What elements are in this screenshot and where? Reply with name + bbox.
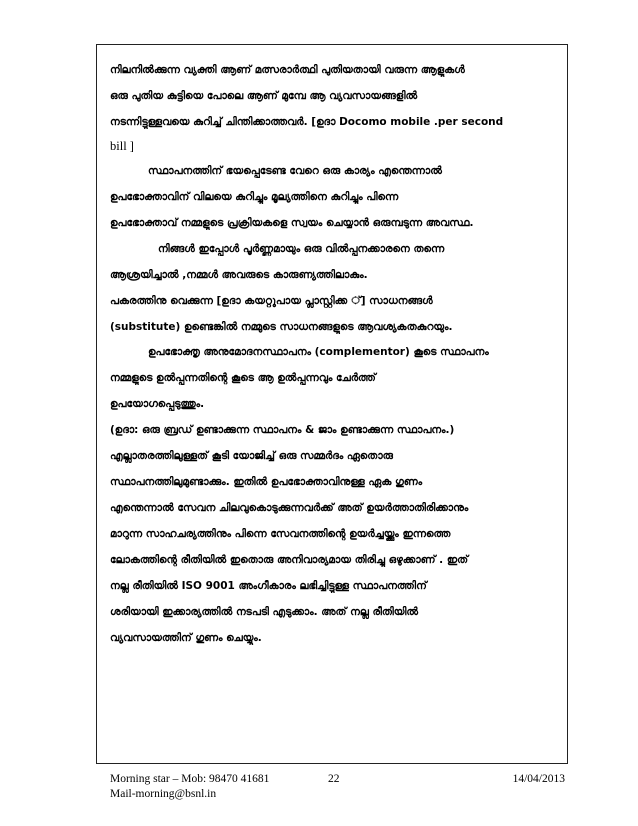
text-line-6: ഉപഭോക്താവിന് വിലയെ കുറിച്ചും മൂല്യത്തിനെ കുറിച്ചും പിന്നെ — [110, 191, 399, 203]
page-number: 22 — [328, 773, 340, 785]
text-line-3: നടന്നിട്ടുള്ളവയെ കുറിച്ച് ചിന്തിക്കാത്തവർ. [ഉദാ Docomo mobile .per second — [110, 116, 504, 128]
text-line-4: bill ] — [110, 140, 134, 153]
text-line-20: ലോകത്തിന്റെ രീതിയിൽ ഇതൊരു അനിവാര്യമായ തിരിച്ചു ഒഴുക്കാണ് . ഇത് — [110, 554, 469, 566]
footer-contact: Morning star – Mob: 98470 41681 — [110, 773, 270, 785]
text-line-5: സ്ഥാപനത്തിന് ഭയപ്പെടേണ്ട വേറെ ഒരു കാര്യം എന്തെന്നാൽ — [148, 165, 442, 177]
text-line-14: ഉപയോഗപ്പെടുത്തും. — [110, 398, 205, 410]
text-line-15: (ഉദാ: ഒരു ബ്രഡ് ഉണ്ടാക്കുന്ന സ്ഥാപനം & ജാം ഉണ്ടാക്കുന്ന സ്ഥാപനം.) — [110, 424, 455, 436]
text-line-9: ആശ്രയിച്ചാൽ ,നമ്മൾ അവരുടെ കാരുണ്യത്തിലാകും. — [110, 269, 368, 281]
text-line-13: നമ്മളുടെ ഉൽപ്പന്നതിന്റെ കൂടെ ആ ഉൽപ്പന്നവും ചേർത്ത് — [110, 372, 376, 384]
text-line-11: (substitute) ഉണ്ടെങ്കിൽ നമ്മുടെ സാധനങ്ങളുടെ ആവശ്യകതകുറയും. — [110, 321, 453, 333]
text-line-7: ഉപഭോക്താവ് നമ്മളുടെ പ്രക്രിയകളെ സ്വയം ചെയ്യാൻ ഒരുമ്പടുന്ന അവസ്ഥ. — [110, 217, 474, 229]
text-line-21: നല്ല രീതിയിൽ ISO 9001 അംഗീകാരം ലഭിച്ചിട്ടുള്ള സ്ഥാപനത്തിന് — [110, 580, 427, 592]
text-line-16: എല്ലാതരത്തിലുള്ളത് കൂടി യോജിച്ച് ഒരു സമ്മർദം ഏതൊരു — [110, 450, 393, 462]
text-line-18: എന്തെന്നാൽ സേവന ചിലവുകൊടുക്കുന്നവർക്ക് അത് ഉയർത്താതിരിക്കാനും — [110, 502, 469, 514]
text-line-2: ഒരു പുതിയ കുട്ടിയെ പോലെ ആണ് മുമ്പേ ആ വ്യവസായങ്ങളിൽ — [110, 90, 418, 102]
text-line-17: സ്ഥാപനത്തിലുമുണ്ടാക്കും. ഇതിൽ ഉപഭോക്താവിനുള്ള ഏക ഗുണം — [110, 476, 423, 488]
text-line-23: വ്യവസായത്തിന് ഗുണം ചെയ്യും. — [110, 632, 262, 644]
text-line-1: നിലനിൽക്കുന്ന വ്യക്തി ആണ് മത്സരാർത്ഥി പുതിയതായി വരുന്ന ആളുകൾ — [110, 64, 465, 76]
text-line-19: മാറുന്ന സാഹചര്യത്തിനും പിന്നെ സേവനത്തിന്റെ ഉയർച്ചയ്ക്കും ഇന്നത്തെ — [110, 528, 451, 540]
document-body — [110, 64, 565, 645]
footer-email: Mail-morning@bsnl.in — [110, 788, 217, 800]
text-line-8: നിങ്ങൾ ഇപ്പോൾ പൂർണ്ണമായും ഒരു വിൽപ്പനക്കാരനെ തന്നെ — [158, 243, 445, 255]
text-line-22: ശരിയായി ഇക്കാര്യത്തിൽ നടപടി എടുക്കാം. അത് നല്ല രീതിയിൽ — [110, 606, 419, 618]
text-line-12: ഉപഭോക്തൃ അനുമോദനസ്ഥാപനം (complementor) കൂടെ സ്ഥാപനം — [148, 346, 489, 358]
text-line-10: പകരത്തിനു വെക്കുന്ന [ഉദാ കയറ്റുപായ പ്ലാസ്റ്റിക്ക ്] സാധനങ്ങൾ — [110, 295, 433, 307]
footer-date: 14/04/2013 — [512, 773, 565, 785]
